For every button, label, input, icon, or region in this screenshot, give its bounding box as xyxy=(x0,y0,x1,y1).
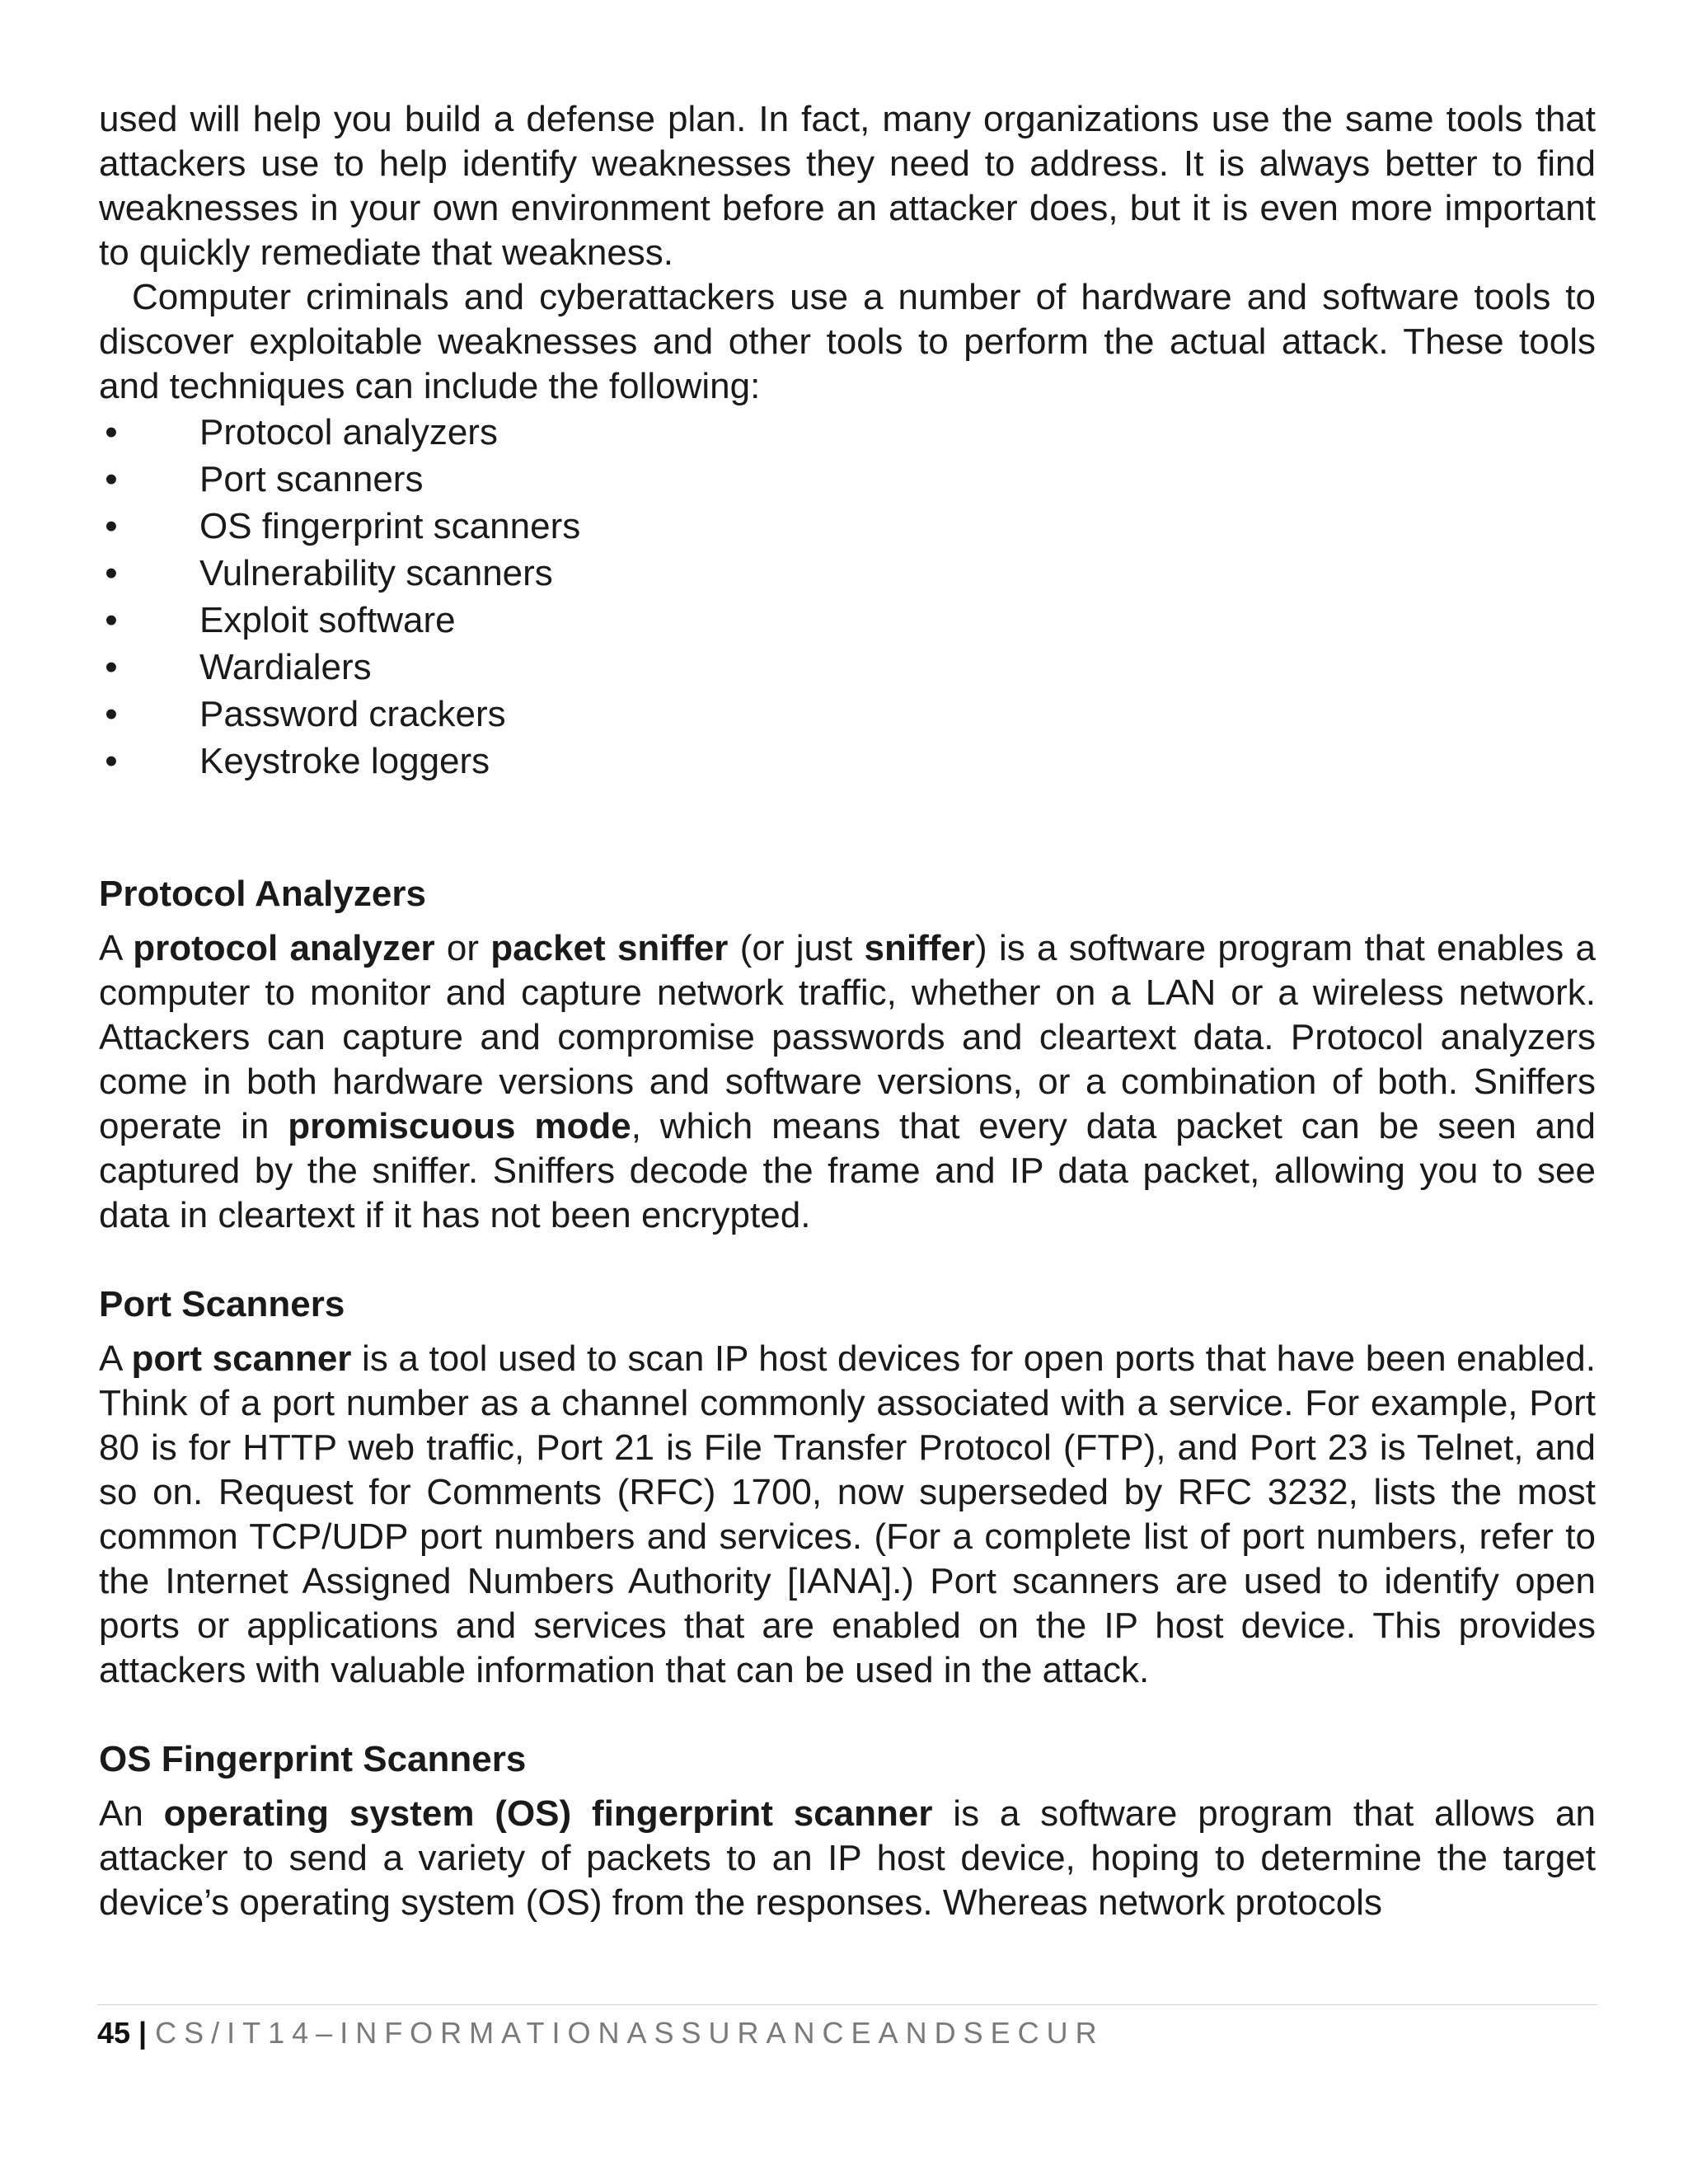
os-fingerprint-scanners-paragraph: An operating system (OS) fingerprint scanner is a software program that allows an attacker to send a variety of packets to an IP host device, hoping to determine the target device’s operating system (OS) from the responses. Whereas network protocols xyxy=(99,1793,1597,1923)
protocol-analyzers-paragraph: A protocol analyzer or packet sniffer (or just sniffer) is a software program that enables a computer to monitor and capture network traffic, whether on a LAN or a wireless network. Attackers can capture and compromise passwords and cleartext data. Protocol analyzers come in both hardware versions and software versions, or a combination of both. Sniffers operate in promiscuous mode, which means that every data packet can be seen and captured by the sniffer. Sniffers decode the frame and IP data packet, allowing you to see data in cleartext if it has not been encrypted. xyxy=(99,928,1597,1235)
intro-paragraph: used will help you build a defense plan. In fact, many organizations use the same tools that attackers use to help identify weaknesses they need to address. It is always better to find weaknesses in your own environment before an attacker does, but it is even more important to quickly remediate that weakness. xyxy=(99,99,1596,273)
bullet-icon: • xyxy=(105,506,118,546)
term-protocol-analyzer: protocol analyzer xyxy=(133,928,435,968)
bullet-icon: • xyxy=(105,647,118,687)
protocol-analyzers-heading: Protocol Analyzers xyxy=(99,874,426,914)
page-number: 45 xyxy=(97,2016,131,2050)
list-item: • Vulnerability scanners xyxy=(99,550,1596,597)
port-scanners-paragraph: A port scanner is a tool used to scan IP host devices for open ports that have been enabled. Think of a port number as a channel commonly associated with a service. For example, Port 80 is for HTTP web traffic, Port 21 is File Transfer Protocol (FTP), and Port 23 is Telnet, and so on. Request for Comments (RFC) 1700, now superseded by RFC 3232, lists the most common TCP/UDP port numbers and services. (For a complete list of port numbers, refer to the Internet Assigned Numbers Authority [IANA].) Port scanners are used to identify open ports or applications and services that are enabled on the IP host device. This provides attackers with valuable information that can be used in the attack. xyxy=(99,1338,1596,1690)
term-sniffer: sniffer xyxy=(864,928,976,968)
bullet-icon: • xyxy=(105,694,118,734)
term-os-fingerprint-scanner: operating system (OS) fingerprint scanner xyxy=(163,1793,933,1834)
document-page xyxy=(99,97,1596,1925)
term-promiscuous-mode: promiscuous mode xyxy=(288,1106,631,1146)
list-item: • Exploit software xyxy=(99,597,1596,644)
term-port-scanner: port scanner xyxy=(131,1338,352,1379)
list-item: • Password crackers xyxy=(99,691,1596,738)
list-item: • OS fingerprint scanners xyxy=(99,503,1596,550)
bullet-icon: • xyxy=(105,553,118,593)
tools-list xyxy=(99,409,1596,785)
footer-separator: | xyxy=(130,2016,156,2050)
bullet-icon: • xyxy=(105,600,118,640)
course-title: CS/IT14–INFORMATIONASSURANCEANDSECUR xyxy=(155,2016,1104,2050)
term-packet-sniffer: packet sniffer xyxy=(490,928,729,968)
bullet-icon: • xyxy=(105,741,118,781)
list-item: • Wardialers xyxy=(99,644,1596,691)
tools-intro-paragraph: Computer criminals and cyberattackers use a number of hardware and software tools to discover exploitable weaknesses and other tools to perform the actual attack. These tools and techniques can include the following: xyxy=(99,277,1596,406)
bullet-icon: • xyxy=(105,459,118,499)
list-item: • Port scanners xyxy=(99,456,1596,503)
bullet-icon: • xyxy=(105,412,118,452)
page-footer xyxy=(97,2004,1597,2051)
list-item: • Keystroke loggers xyxy=(99,738,1596,785)
port-scanners-heading: Port Scanners xyxy=(99,1284,345,1324)
list-item: • Protocol analyzers xyxy=(99,409,1596,456)
os-fingerprint-scanners-heading: OS Fingerprint Scanners xyxy=(99,1739,527,1779)
